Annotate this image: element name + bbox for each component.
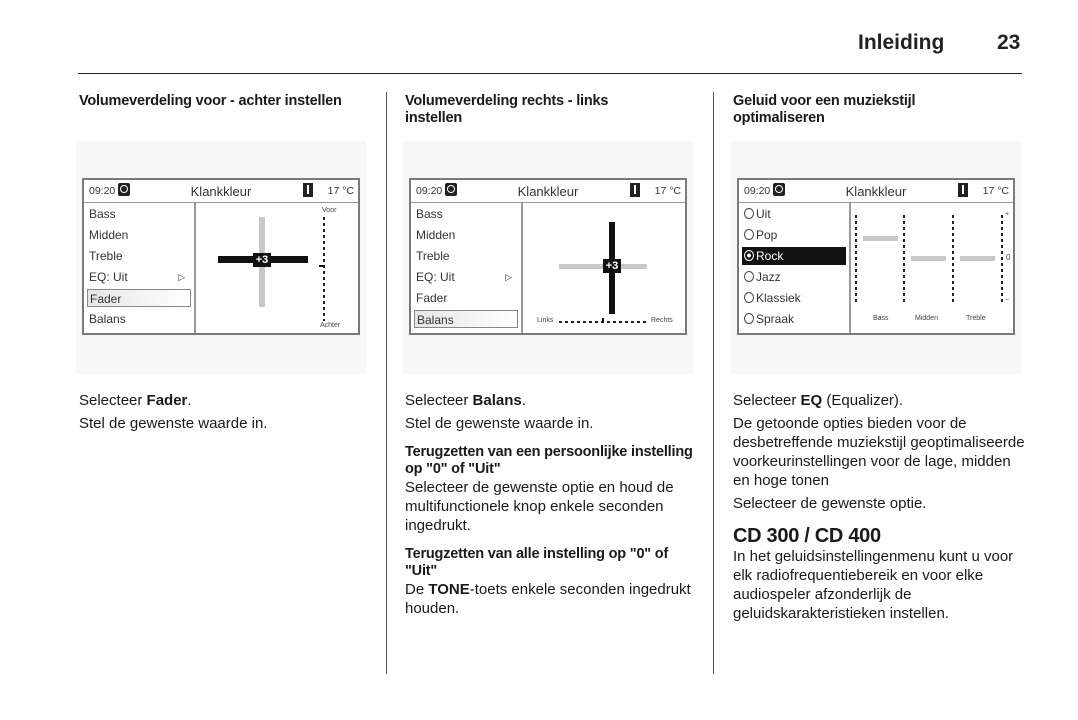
menu-label: Treble	[416, 249, 450, 263]
fader-graphic	[196, 203, 358, 333]
menu-item-treble[interactable]	[414, 247, 518, 265]
page-header	[0, 0, 1078, 80]
menu-item-midden[interactable]	[87, 226, 191, 244]
temperature: 17 °C	[982, 185, 1009, 197]
column-balans-body	[405, 391, 697, 618]
column-eq	[733, 93, 1033, 127]
eq-label-bass: Bass	[873, 315, 889, 322]
clock-time: 09:20	[89, 185, 116, 197]
menu-item-eq[interactable]	[414, 268, 518, 286]
option-label: Uit	[756, 207, 771, 221]
text: De	[405, 581, 429, 598]
menu-item-bass[interactable]	[87, 205, 191, 223]
text: Selecteer	[733, 392, 801, 409]
section-title: Inleiding	[858, 31, 945, 54]
screen-title: Klankkleur	[845, 184, 907, 199]
subsection-text	[405, 580, 697, 618]
radio-selected-icon	[744, 250, 754, 261]
column-divider	[713, 92, 714, 674]
eq-graphic	[851, 203, 1013, 333]
radio-icon	[744, 292, 754, 303]
instruction: Selecteer de gewenste optie.	[733, 495, 927, 512]
menu-label: Fader	[416, 291, 448, 305]
column-title: Volumeverdeling voor - achter instellen	[79, 93, 342, 109]
thermometer-icon	[958, 183, 968, 197]
radio-icon	[744, 229, 754, 240]
scale-label-rechts: Rechts	[651, 317, 673, 324]
scale-minus: –	[1005, 296, 1009, 303]
bold-term: EQ	[800, 392, 823, 409]
column-fader-body	[79, 391, 379, 433]
radio-icon	[744, 313, 754, 324]
menu-label: Bass	[89, 207, 116, 221]
instruction: Stel de gewenste waarde in.	[79, 415, 268, 432]
eq-bar-treble[interactable]	[960, 256, 995, 261]
menu-item-balans[interactable]	[414, 310, 518, 328]
eq-label-midden: Midden	[915, 315, 938, 322]
eq-scale	[1001, 215, 1003, 303]
text: -toets enkele seconden ingedrukt houden.	[405, 581, 691, 617]
scale-plus: +	[1005, 211, 1010, 218]
menu-label: EQ: Uit	[89, 270, 128, 284]
menu-item-fader[interactable]	[87, 289, 191, 307]
subsection-text: Selecteer de gewenste optie en houd de multifunctionele knop enkele seconden ingedrukt.	[405, 479, 674, 534]
page-number: 23	[997, 31, 1021, 54]
eq-option-rock[interactable]	[742, 247, 846, 265]
eq-option-pop[interactable]	[742, 226, 846, 244]
eq-option-spraak[interactable]	[742, 310, 846, 328]
eq-bar-bass[interactable]	[863, 236, 898, 241]
temperature: 17 °C	[654, 185, 681, 197]
chevron-right-icon: ▷	[505, 272, 512, 282]
text: .	[521, 392, 526, 409]
status-bar	[411, 180, 685, 203]
section-heading: CD 300 / CD 400	[733, 525, 881, 547]
display-screen	[82, 178, 360, 335]
option-label: Rock	[756, 249, 784, 263]
text: Selecteer	[79, 392, 147, 409]
chevron-right-icon: ▷	[178, 272, 185, 282]
text: Selecteer	[405, 392, 473, 409]
figure-balans-screen	[403, 141, 693, 374]
menu-label: Bass	[416, 207, 443, 221]
bold-term: TONE	[428, 581, 470, 598]
menu-label: Midden	[89, 228, 129, 242]
menu-label: EQ: Uit	[416, 270, 455, 284]
column-title: Geluid voor een muziekstijl optimaliseren	[733, 93, 916, 126]
scale-label-links: Links	[537, 317, 554, 324]
menu-label: Midden	[416, 228, 456, 242]
column-fader	[79, 93, 379, 110]
clock-time: 09:20	[416, 185, 443, 197]
balance-scale[interactable]	[559, 321, 649, 323]
scale-marker	[319, 265, 325, 267]
eq-option-klassiek[interactable]	[742, 289, 846, 307]
option-label: Klassiek	[756, 291, 801, 305]
menu-label: Balans	[89, 312, 126, 326]
option-label: Jazz	[756, 270, 781, 284]
column-eq-body	[733, 391, 1025, 623]
eq-label-treble: Treble	[966, 315, 986, 322]
menu-item-balans[interactable]	[87, 310, 191, 328]
menu-label: Balans	[417, 313, 454, 327]
section-text: In het geluidsinstellingenmenu kunt u voor elk radiofrequentiebereik en voor elke audiospeler afzonderlijk de geluidskarakteristieken instellen.	[733, 548, 1014, 622]
thermometer-icon	[630, 183, 640, 197]
description: De getoonde opties bieden voor de desbetreffende muziekstijl geoptimaliseerde voorkeurinstellingen voor de lage, midden en hoge tonen	[733, 415, 1025, 489]
eq-scale	[903, 215, 905, 303]
radio-icon	[744, 271, 754, 282]
menu-item-treble[interactable]	[87, 247, 191, 265]
menu-item-fader[interactable]	[414, 289, 518, 307]
figure-eq-screen	[731, 141, 1021, 374]
fader-scale[interactable]	[323, 217, 325, 321]
eq-option-jazz[interactable]	[742, 268, 846, 286]
subsection-heading: Terugzetten van alle instelling op "0" of "Uit"	[405, 546, 669, 579]
menu-item-bass[interactable]	[414, 205, 518, 223]
instruction	[405, 391, 697, 410]
eq-scale	[952, 215, 954, 303]
balance-graphic	[523, 203, 685, 333]
text: (Equalizer).	[822, 392, 904, 409]
column-divider	[386, 92, 387, 674]
bold-term: Balans	[472, 392, 522, 409]
menu-item-eq[interactable]	[87, 268, 191, 286]
option-label: Spraak	[756, 312, 795, 326]
scale-zero: 0	[1006, 253, 1011, 262]
instruction: Stel de gewenste waarde in.	[405, 415, 594, 432]
radio-icon	[744, 208, 754, 219]
menu-item-midden[interactable]	[414, 226, 518, 244]
tone-menu	[84, 203, 196, 333]
value-badge: +3	[253, 253, 271, 267]
instruction	[733, 391, 1025, 410]
value-badge: +3	[603, 259, 621, 273]
eq-option-uit[interactable]	[742, 205, 846, 223]
screen-title: Klankkleur	[517, 184, 579, 199]
display-screen	[409, 178, 687, 335]
eq-bar-midden[interactable]	[911, 256, 946, 261]
menu-label: Fader	[90, 292, 122, 306]
scale-label-achter: Achter	[320, 322, 341, 329]
screen-title: Klankkleur	[190, 184, 252, 199]
text: .	[187, 392, 192, 409]
temperature: 17 °C	[327, 185, 354, 197]
scale-marker	[602, 318, 604, 323]
eq-preset-list	[739, 203, 851, 333]
tone-menu	[411, 203, 523, 333]
option-label: Pop	[756, 228, 778, 242]
scale-label-voor: Voor	[322, 207, 337, 214]
subsection-heading: Terugzetten van een persoonlijke instelling op "0" of "Uit"	[405, 444, 693, 477]
header-rule	[78, 73, 1022, 74]
bold-term: Fader	[146, 392, 188, 409]
status-bar	[84, 180, 358, 203]
column-title: Volumeverdeling rechts - links instellen	[405, 93, 609, 126]
status-bar	[739, 180, 1013, 203]
display-screen	[737, 178, 1015, 335]
eq-scale	[855, 215, 857, 303]
column-balans	[405, 93, 705, 127]
thermometer-icon	[303, 183, 313, 197]
menu-label: Treble	[89, 249, 123, 263]
figure-fader-screen	[76, 141, 366, 374]
instruction	[79, 391, 379, 410]
clock-time: 09:20	[744, 185, 771, 197]
